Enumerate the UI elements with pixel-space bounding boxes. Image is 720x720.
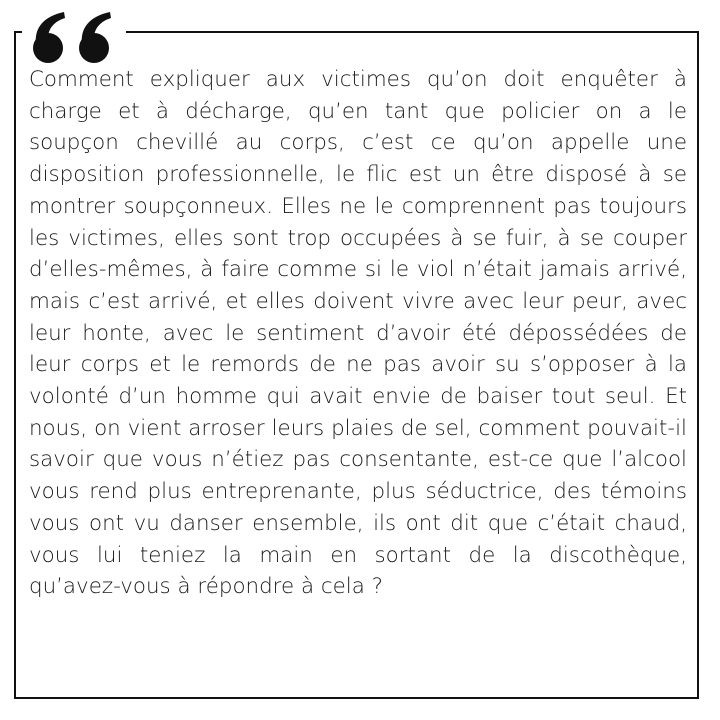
opening-quote-icon bbox=[28, 10, 118, 66]
quote-body-text: Comment expliquer aux victimes qu’on doit enquêter à charge et à décharge, qu’en tant que policier on a le soupçon chevillé au corps, c’est ce qu’on appelle une disposition professionnelle, le flic est un être disposé à se montrer soupçonneux. Elles ne le comprennent pas toujours les victimes, elles sont trop occupées à se fuir, à se couper d’elles-mêmes, à faire comme si le viol n’était jamais arrivé, mais c’est arrivé, et elles doivent vivre avec leur peur, avec leur honte, avec le sentiment d’avoir été dépossédées de leur corps et le remords de ne pas avoir su s’opposer à la volonté d’un homme qui avait envie de baiser tout seul. Et nous, on vient arroser leurs plaies de sel, comment pouvait-il savoir que vous n’étiez pas consentante, est-ce que l’alcool vous rend plus entreprenante, plus séductrice, des témoins vous ont vu danser ensemble, ils ont dit que c’était chaud, vous lui teniez la main en sortant de la discothèque, qu’avez-vous à répondre à cela ? bbox=[29, 67, 687, 600]
quote-glyph-right bbox=[79, 12, 111, 63]
quote-glyph-left bbox=[33, 12, 65, 63]
